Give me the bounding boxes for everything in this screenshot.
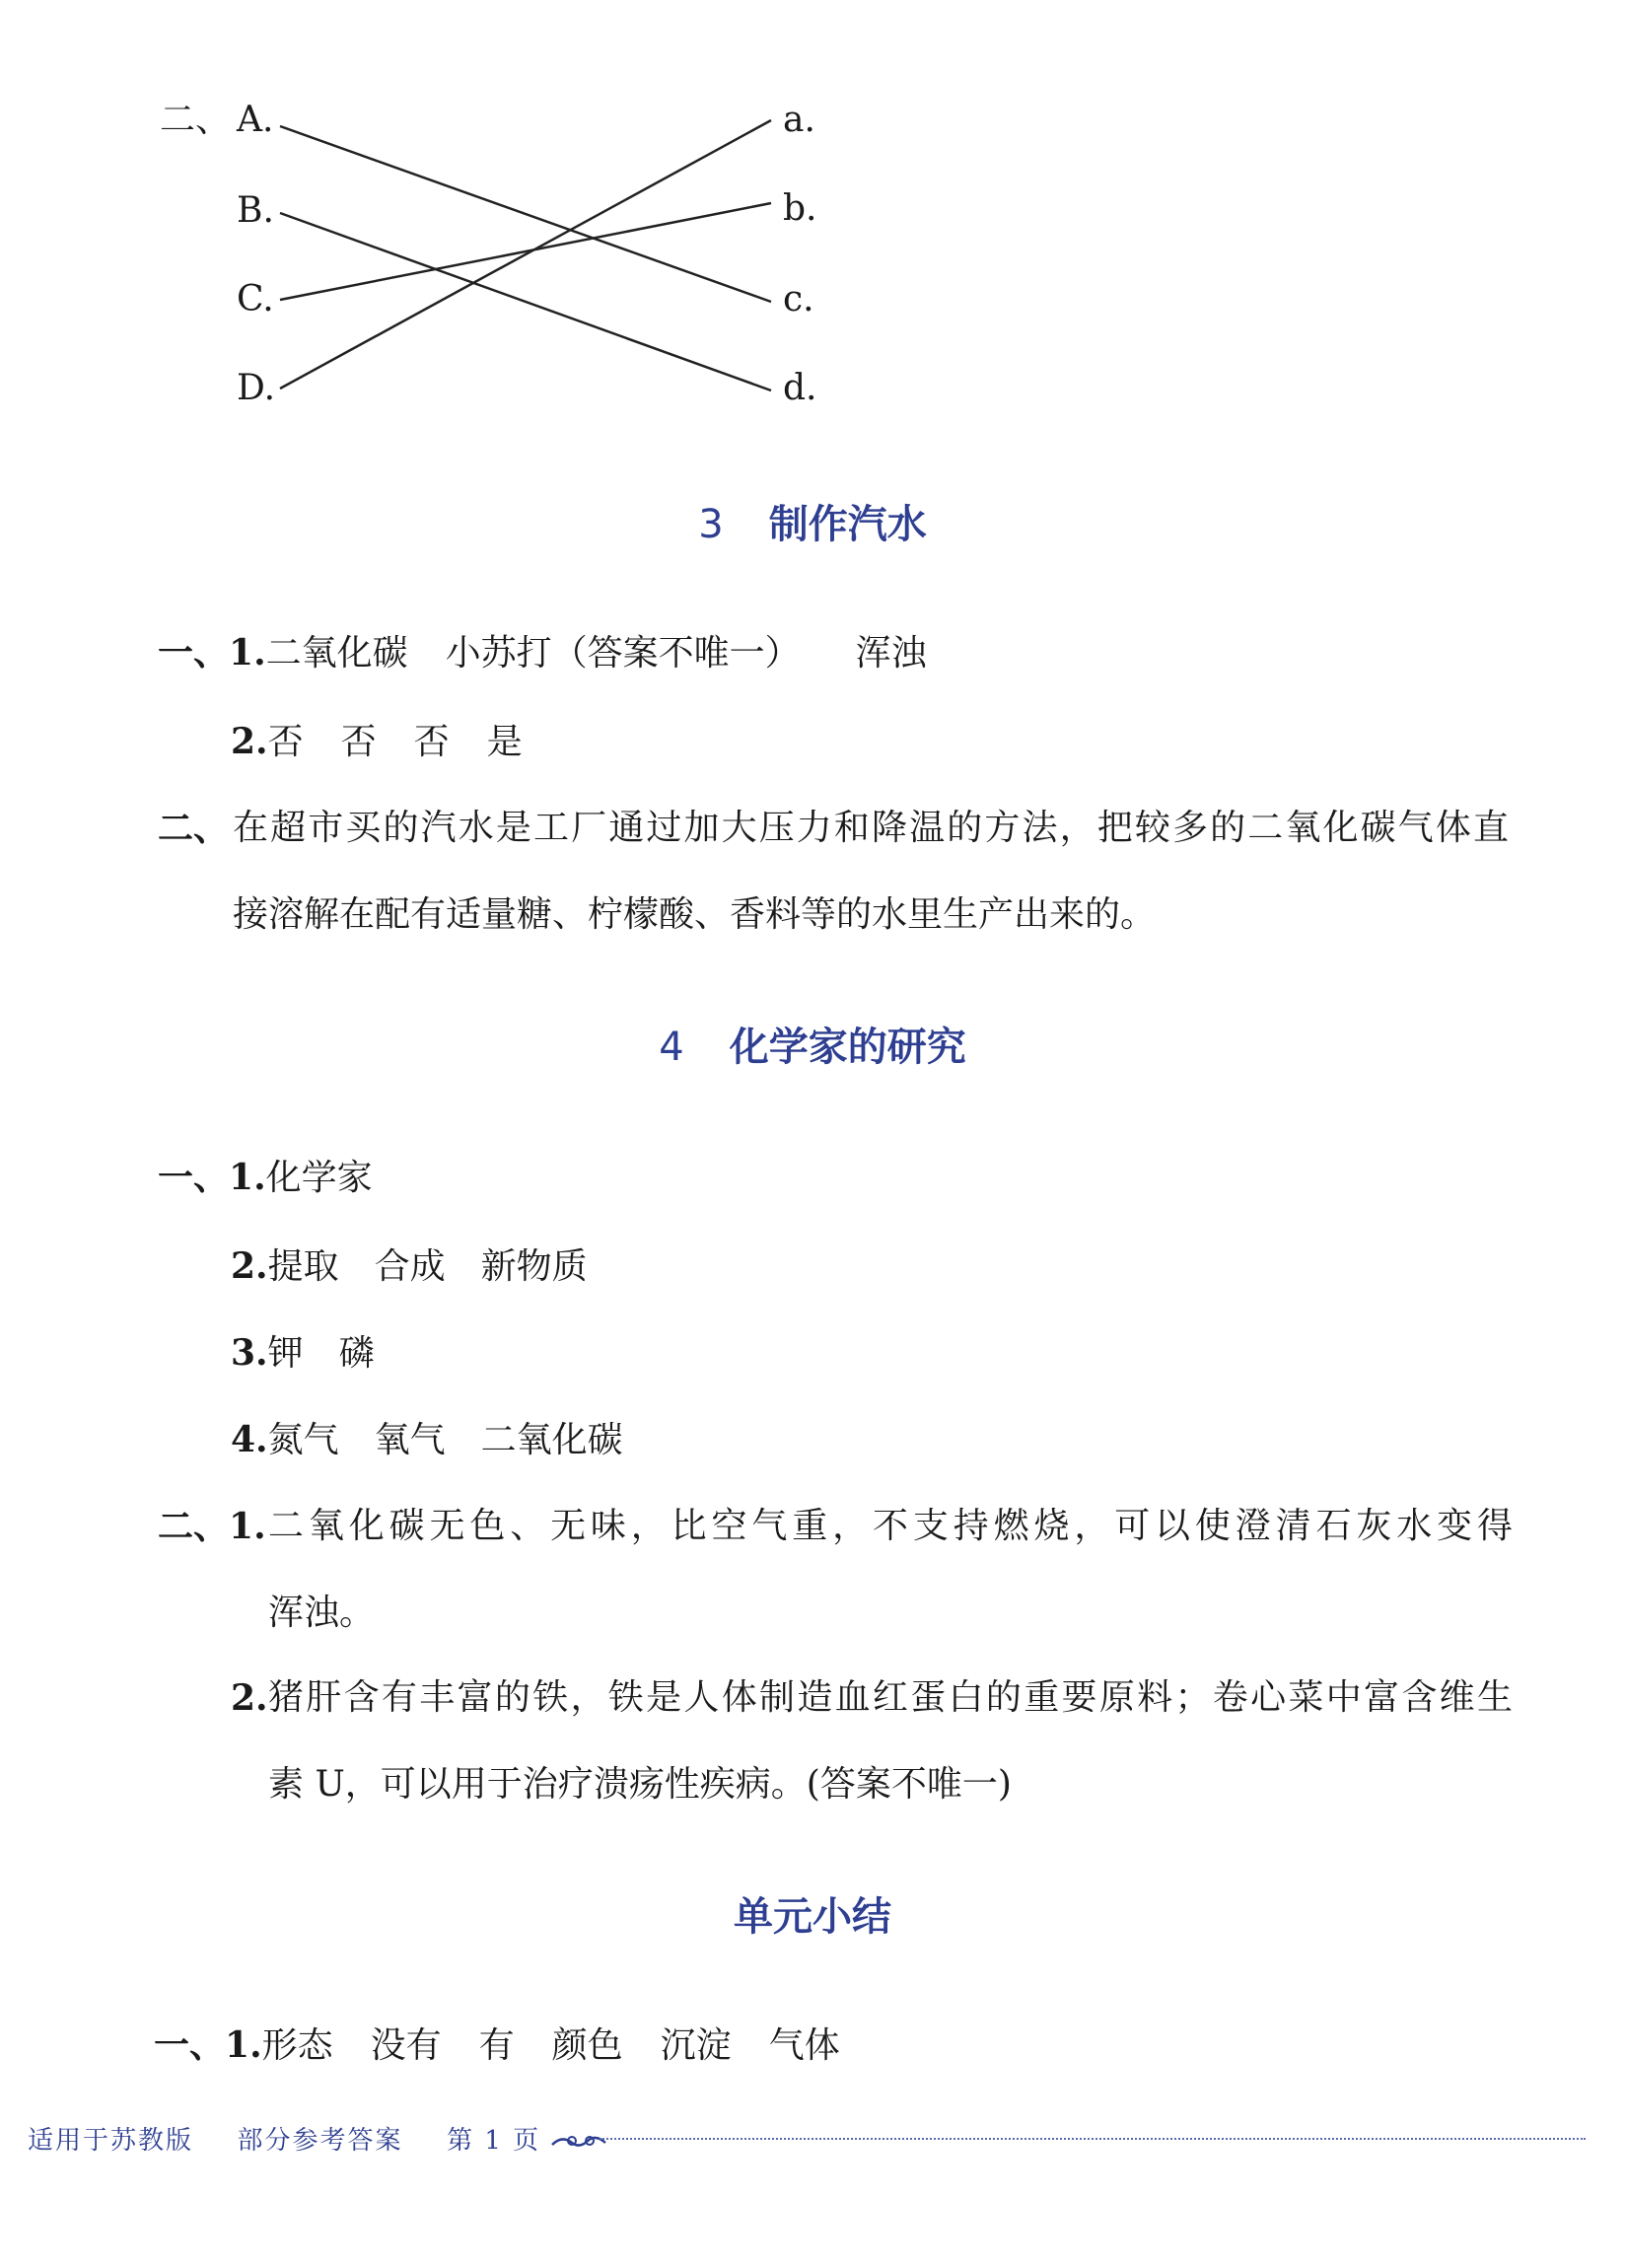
match-line-D-a <box>280 120 771 389</box>
section-4-heading <box>0 1024 1625 1071</box>
s4-p2-head <box>231 1676 268 1721</box>
s3-q3-line-1: 在超市买的汽水是工厂通过加大压力和降温的方法，把较多的二氧化碳气体直 <box>233 808 1509 848</box>
summary-num: 1. <box>225 2024 262 2066</box>
summary-item-3: 有 <box>478 2025 515 2066</box>
summary-item-1: 形态 <box>261 2025 333 2066</box>
match-left-C: C. <box>237 279 274 319</box>
section-3-number: 3 <box>698 502 724 547</box>
match-left-A: A. <box>237 100 274 140</box>
section-4-number: 4 <box>659 1025 684 1070</box>
footer-ornament-icon <box>550 2131 609 2153</box>
summary-line <box>154 2023 840 2068</box>
s3-q2-item-4: 是 <box>486 722 523 762</box>
s4-item-4 <box>231 1418 623 1462</box>
section-3-title: 制作汽水 <box>768 502 927 547</box>
match-line-A-c <box>280 126 771 302</box>
s4-item-4-num: 4. <box>231 1419 268 1460</box>
s3-q3-prefix-wrap <box>158 807 229 851</box>
match-right-b: b. <box>783 188 817 229</box>
summary-heading: 单元小结 <box>734 1894 891 1940</box>
s4-item-1 <box>158 1156 373 1200</box>
s4-p1-line-2: 浑浊。 <box>268 1593 376 1633</box>
s4-item-2-text: 提取 合成 新物质 <box>267 1246 588 1287</box>
s3-q2-num: 2. <box>231 721 268 762</box>
summary-item-6: 气体 <box>768 2025 840 2066</box>
s4-p1-num: 1. <box>229 1506 266 1547</box>
footer-section: 部分参考答案 <box>237 2126 403 2156</box>
s4-p2-num: 2. <box>231 1677 268 1719</box>
s4-p2-line-1: 猪肝含有丰富的铁，铁是人体制造血红蛋白的重要原料；卷心菜中富含维生 <box>268 1677 1513 1718</box>
s3-q2-line <box>231 720 523 764</box>
summary-item-5: 沉淀 <box>660 2025 732 2066</box>
s4-p1-head <box>158 1505 266 1549</box>
match-left-D: D. <box>237 368 276 408</box>
match-right-c: c. <box>783 279 814 319</box>
s4-item-4-text: 氮气 氧气 二氧化碳 <box>267 1420 623 1460</box>
match-line-B-d <box>280 213 771 390</box>
matching-lines <box>0 0 1625 454</box>
s4-item-2 <box>231 1244 588 1289</box>
footer-book: 适用于苏教版 <box>28 2126 194 2156</box>
s4-item-2-num: 2. <box>231 1245 268 1287</box>
match-right-a: a. <box>783 100 815 140</box>
footer-page-number: 第 1 页 <box>447 2126 541 2156</box>
s3-q2-item-1: 否 <box>267 722 304 762</box>
section-3-heading <box>0 501 1625 548</box>
s3-q1-prefix: 一、 <box>158 632 230 673</box>
s3-q1-item-3: 浑浊 <box>855 633 927 673</box>
s3-q1-line <box>158 631 927 675</box>
s4-item-3 <box>231 1331 375 1376</box>
s3-q1-item-1: 二氧化碳 <box>265 633 408 673</box>
matching-question <box>0 0 1625 454</box>
s4-p1-line-1: 二氧化碳无色、无味，比空气重，不支持燃烧，可以使澄清石灰水变得 <box>268 1506 1513 1546</box>
s4-item-3-text: 钾 磷 <box>267 1333 375 1374</box>
summary-item-4: 颜色 <box>551 2025 623 2066</box>
s3-q1-num: 1. <box>229 632 266 673</box>
s4-prefix-2: 二、 <box>158 1506 230 1547</box>
page-footer <box>28 2120 609 2157</box>
match-right-d: d. <box>783 368 817 408</box>
s3-q3-line-2: 接溶解在配有适量糖、柠檬酸、香料等的水里生产出来的。 <box>233 894 1157 935</box>
s4-item-1-text: 化学家 <box>265 1158 373 1198</box>
s4-prefix-1: 一、 <box>158 1157 230 1198</box>
section-4-title: 化学家的研究 <box>729 1025 966 1070</box>
s3-q2-item-2: 否 <box>340 722 377 762</box>
match-line-C-b <box>280 203 771 300</box>
match-left-B: B. <box>237 190 274 231</box>
summary-item-2: 没有 <box>370 2025 442 2066</box>
matching-prefix: 二、 <box>160 100 232 140</box>
s3-q3-prefix: 二、 <box>158 808 230 849</box>
s3-q2-item-3: 否 <box>413 722 450 762</box>
footer-dotted-rule <box>600 2138 1586 2140</box>
s4-p2-line-2: 素 U，可以用于治疗溃疡性疾病。(答案不唯一) <box>268 1764 1012 1805</box>
summary-prefix: 一、 <box>154 2024 226 2066</box>
s4-item-3-num: 3. <box>231 1332 268 1374</box>
s4-item-1-num: 1. <box>229 1157 266 1198</box>
s3-q1-item-2: 小苏打（答案不唯一） <box>445 633 801 673</box>
